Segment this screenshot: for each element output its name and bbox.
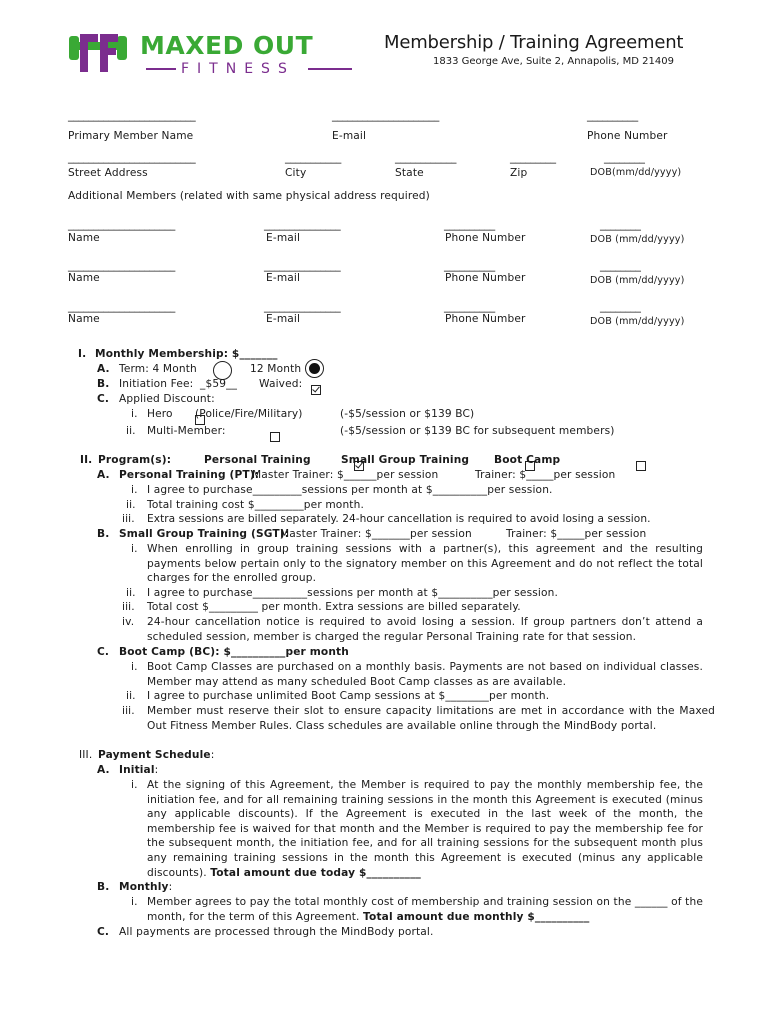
discount-label: Applied Discount: <box>119 393 215 405</box>
s3-a-i-num: i. <box>131 779 138 791</box>
s3-title-colon: : <box>210 749 215 761</box>
s1-b-letter: B. <box>97 378 110 390</box>
pt-iii-num: iii. <box>122 513 135 525</box>
hero-num: i. <box>131 408 138 420</box>
primary-phone-label: Phone Number <box>587 130 668 142</box>
add2-name-line[interactable]: _____________________ <box>68 260 176 272</box>
s3-title: Payment Schedule <box>98 749 211 761</box>
multi-num: ii. <box>126 425 136 437</box>
s2-b-letter: B. <box>97 528 110 540</box>
add1-dob-line[interactable]: ________ <box>600 219 641 231</box>
city-line[interactable]: ___________ <box>285 152 342 164</box>
total-due-monthly[interactable]: Total amount due monthly $__________ <box>363 910 590 923</box>
bc-iii-num: iii. <box>122 705 135 717</box>
s3-b-i-num: i. <box>131 896 138 908</box>
add2-email-line[interactable]: _______________ <box>264 260 341 272</box>
s3-b-letter: B. <box>97 881 110 893</box>
add1-dob-label: DOB (mm/dd/yyyy) <box>590 234 685 245</box>
bc-option-label: Boot Camp <box>494 454 561 466</box>
primary-email-line[interactable]: _____________________ <box>332 110 440 122</box>
sgt-option-label: Small Group Training <box>341 454 470 466</box>
add3-name-line[interactable]: _____________________ <box>68 301 176 313</box>
s3-b-colon: : <box>168 881 173 893</box>
add1-name-line[interactable]: _____________________ <box>68 219 176 231</box>
add1-name-label: Name <box>68 232 100 244</box>
s3-b-i-paragraph <box>147 895 703 924</box>
add1-phone-line[interactable]: __________ <box>444 219 495 231</box>
state-line[interactable]: ____________ <box>395 152 457 164</box>
sgt-iv-num: iv. <box>122 616 135 628</box>
add2-phone-line[interactable]: __________ <box>444 260 495 272</box>
bc-ii-num: ii. <box>126 690 136 702</box>
pt-iii-text: Extra sessions are billed separately. 24-hour cancellation is required to avoid losing a session. <box>147 513 651 525</box>
s2-num: II. <box>80 454 93 466</box>
add3-name-label: Name <box>68 313 100 325</box>
initiation-label: Initiation Fee: <box>119 378 194 390</box>
multi-member-checkbox[interactable] <box>270 432 280 442</box>
hero-price: (-$5/session or $139 BC) <box>340 408 475 420</box>
s1-title: Monthly Membership: $_______ <box>95 348 278 360</box>
sgt-i-num: i. <box>131 543 138 555</box>
s3-c-letter: C. <box>97 926 110 938</box>
add1-phone-label: Phone Number <box>445 232 526 244</box>
s3-a-colon: : <box>154 764 159 776</box>
additional-members-heading: Additional Members (related with same physical address required) <box>68 190 430 202</box>
primary-email-label: E-mail <box>332 130 367 142</box>
primary-phone-line[interactable]: __________ <box>587 110 638 122</box>
page-title: Membership / Training Agreement <box>384 32 684 53</box>
dob-label: DOB(mm/dd/yyyy) <box>590 167 682 178</box>
pt-i-text: I agree to purchase_________sessions per month at $__________per session. <box>147 484 553 496</box>
s1-a-letter: A. <box>97 363 110 375</box>
brand-name-top: MAXED OUT <box>140 31 314 60</box>
s3-a-title-wrap <box>119 763 158 777</box>
hero-label: Hero <box>147 408 173 420</box>
state-label: State <box>395 167 424 179</box>
s3-title-wrap <box>98 748 214 762</box>
term-12-label: 12 Month <box>250 363 302 375</box>
s2-a-letter: A. <box>97 469 110 481</box>
multi-label: Multi-Member: <box>147 425 226 437</box>
total-due-today[interactable]: Total amount due today $__________ <box>210 866 421 879</box>
add2-name-label: Name <box>68 272 100 284</box>
brand-line-right <box>308 68 352 70</box>
street-label: Street Address <box>68 167 148 179</box>
sgt-trainer: Trainer: $_____per session <box>506 528 647 540</box>
add3-dob-line[interactable]: ________ <box>600 301 641 313</box>
pt-option-label: Personal Training <box>204 454 311 466</box>
bc-title: Boot Camp (BC): $__________per month <box>119 646 349 658</box>
sgt-ii-text: I agree to purchase__________sessions per month at $__________per session. <box>147 587 559 599</box>
brand-line-left <box>146 68 176 70</box>
add2-dob-line[interactable]: ________ <box>600 260 641 272</box>
pt-master: Master Trainer: $______per session <box>252 469 439 481</box>
term-label: Term: 4 Month <box>119 363 197 375</box>
logo <box>66 28 366 78</box>
sgt-master: Master Trainer: $_______per session <box>280 528 472 540</box>
multi-price: (-$5/session or $139 BC for subsequent members) <box>340 425 615 437</box>
city-label: City <box>285 167 307 179</box>
sgt-iii-num: iii. <box>122 601 135 613</box>
primary-name-label: Primary Member Name <box>68 130 194 142</box>
s1-c-letter: C. <box>97 393 110 405</box>
add3-email-line[interactable]: _______________ <box>264 301 341 313</box>
s3-b-title: Monthly <box>119 881 169 893</box>
bc-iii-text: Member must reserve their slot to ensure capacity limitations are met in accordance with the Maxed Out Fitness Member Rules. Class schedules are available online through the MindBody portal. <box>147 705 715 732</box>
s1-num: I. <box>78 348 87 360</box>
pt-title: Personal Training (PT): <box>119 469 260 481</box>
add1-email-line[interactable]: _______________ <box>264 219 341 231</box>
pt-i-num: i. <box>131 484 138 496</box>
add2-dob-label: DOB (mm/dd/yyyy) <box>590 275 685 286</box>
add2-email-label: E-mail <box>266 272 301 284</box>
s3-a-letter: A. <box>97 764 110 776</box>
s3-b-i-text: Member agrees to pay the total monthly cost of membership and training session on the ______ of the month, for the term of this Agreement. <box>147 896 703 923</box>
hero-note: (Police/Fire/Military) <box>195 408 303 420</box>
add3-phone-line[interactable]: __________ <box>444 301 495 313</box>
zip-line[interactable]: _________ <box>510 152 556 164</box>
dumbbell-logo-icon <box>66 28 134 76</box>
add1-email-label: E-mail <box>266 232 301 244</box>
s3-a-i-paragraph <box>147 778 703 880</box>
s3-c-text: All payments are processed through the MindBody portal. <box>119 926 434 938</box>
dob-line[interactable]: ________ <box>604 152 645 164</box>
sgt-ii-num: ii. <box>126 587 136 599</box>
term-12-month-radio[interactable] <box>305 359 324 378</box>
waived-checkbox[interactable] <box>311 385 321 395</box>
sgt-iii-text: Total cost $_________ per month. Extra sessions are billed separately. <box>147 601 521 613</box>
add2-phone-label: Phone Number <box>445 272 526 284</box>
brand-name-bottom: FITNESS <box>181 61 295 77</box>
bc-ii-text: I agree to purchase unlimited Boot Camp sessions at $________per month. <box>147 690 550 702</box>
pt-ii-num: ii. <box>126 499 136 511</box>
s3-a-i-text: At the signing of this Agreement, the Member is required to pay the monthly membership fee, the initiation fee, and for all remaining training sessions in the month this Agreement is executed (minus any applicable discounts). If the Agreement is executed in the last week of the month, the membership fee is waived for that month and the Member is required to pay the membership fee for the subsequent month, the initiation fee, and for all training sessions for the subsequent month plus any remaining training sessions in the month this Agreement is executed (minus any applicable discounts). <box>147 779 703 879</box>
address: 1833 George Ave, Suite 2, Annapolis, MD 21409 <box>433 56 674 67</box>
sgt-iv-text: 24-hour cancellation notice is required to avoid losing a session. If group partners don’t attend a scheduled session, member is charged the regular Personal Training rate for that session. <box>147 616 703 643</box>
s3-b-title-wrap <box>119 880 172 894</box>
bc-option-checkbox[interactable] <box>636 461 646 471</box>
primary-name-line[interactable]: _________________________ <box>68 110 196 122</box>
s2-title: Program(s): <box>98 454 172 466</box>
add3-email-label: E-mail <box>266 313 301 325</box>
bc-i-num: i. <box>131 661 138 673</box>
zip-label: Zip <box>510 167 528 179</box>
s3-a-title: Initial <box>119 764 155 776</box>
s3-num: III. <box>79 749 93 761</box>
add3-phone-label: Phone Number <box>445 313 526 325</box>
sgt-title: Small Group Training (SGT): <box>119 528 290 540</box>
sgt-i-text: When enrolling in group training sessions with a partner(s), this agreement and the resulting payments below pertain only to the signatory member on this Agreement and do not reflect the total charges for the enrolled group. <box>147 543 703 585</box>
initiation-value[interactable]: _$59__ <box>200 378 238 390</box>
add3-dob-label: DOB (mm/dd/yyyy) <box>590 316 685 327</box>
pt-trainer: Trainer: $_____per session <box>475 469 616 481</box>
street-line[interactable]: _________________________ <box>68 152 196 164</box>
bc-i-text: Boot Camp Classes are purchased on a monthly basis. Payments are not based on individual classes. Member may attend as many scheduled Boot Camp classes as are available. <box>147 661 703 688</box>
s2-c-letter: C. <box>97 646 110 658</box>
waived-label: Waived: <box>259 378 303 390</box>
pt-ii-text: Total training cost $_________per month. <box>147 499 364 511</box>
